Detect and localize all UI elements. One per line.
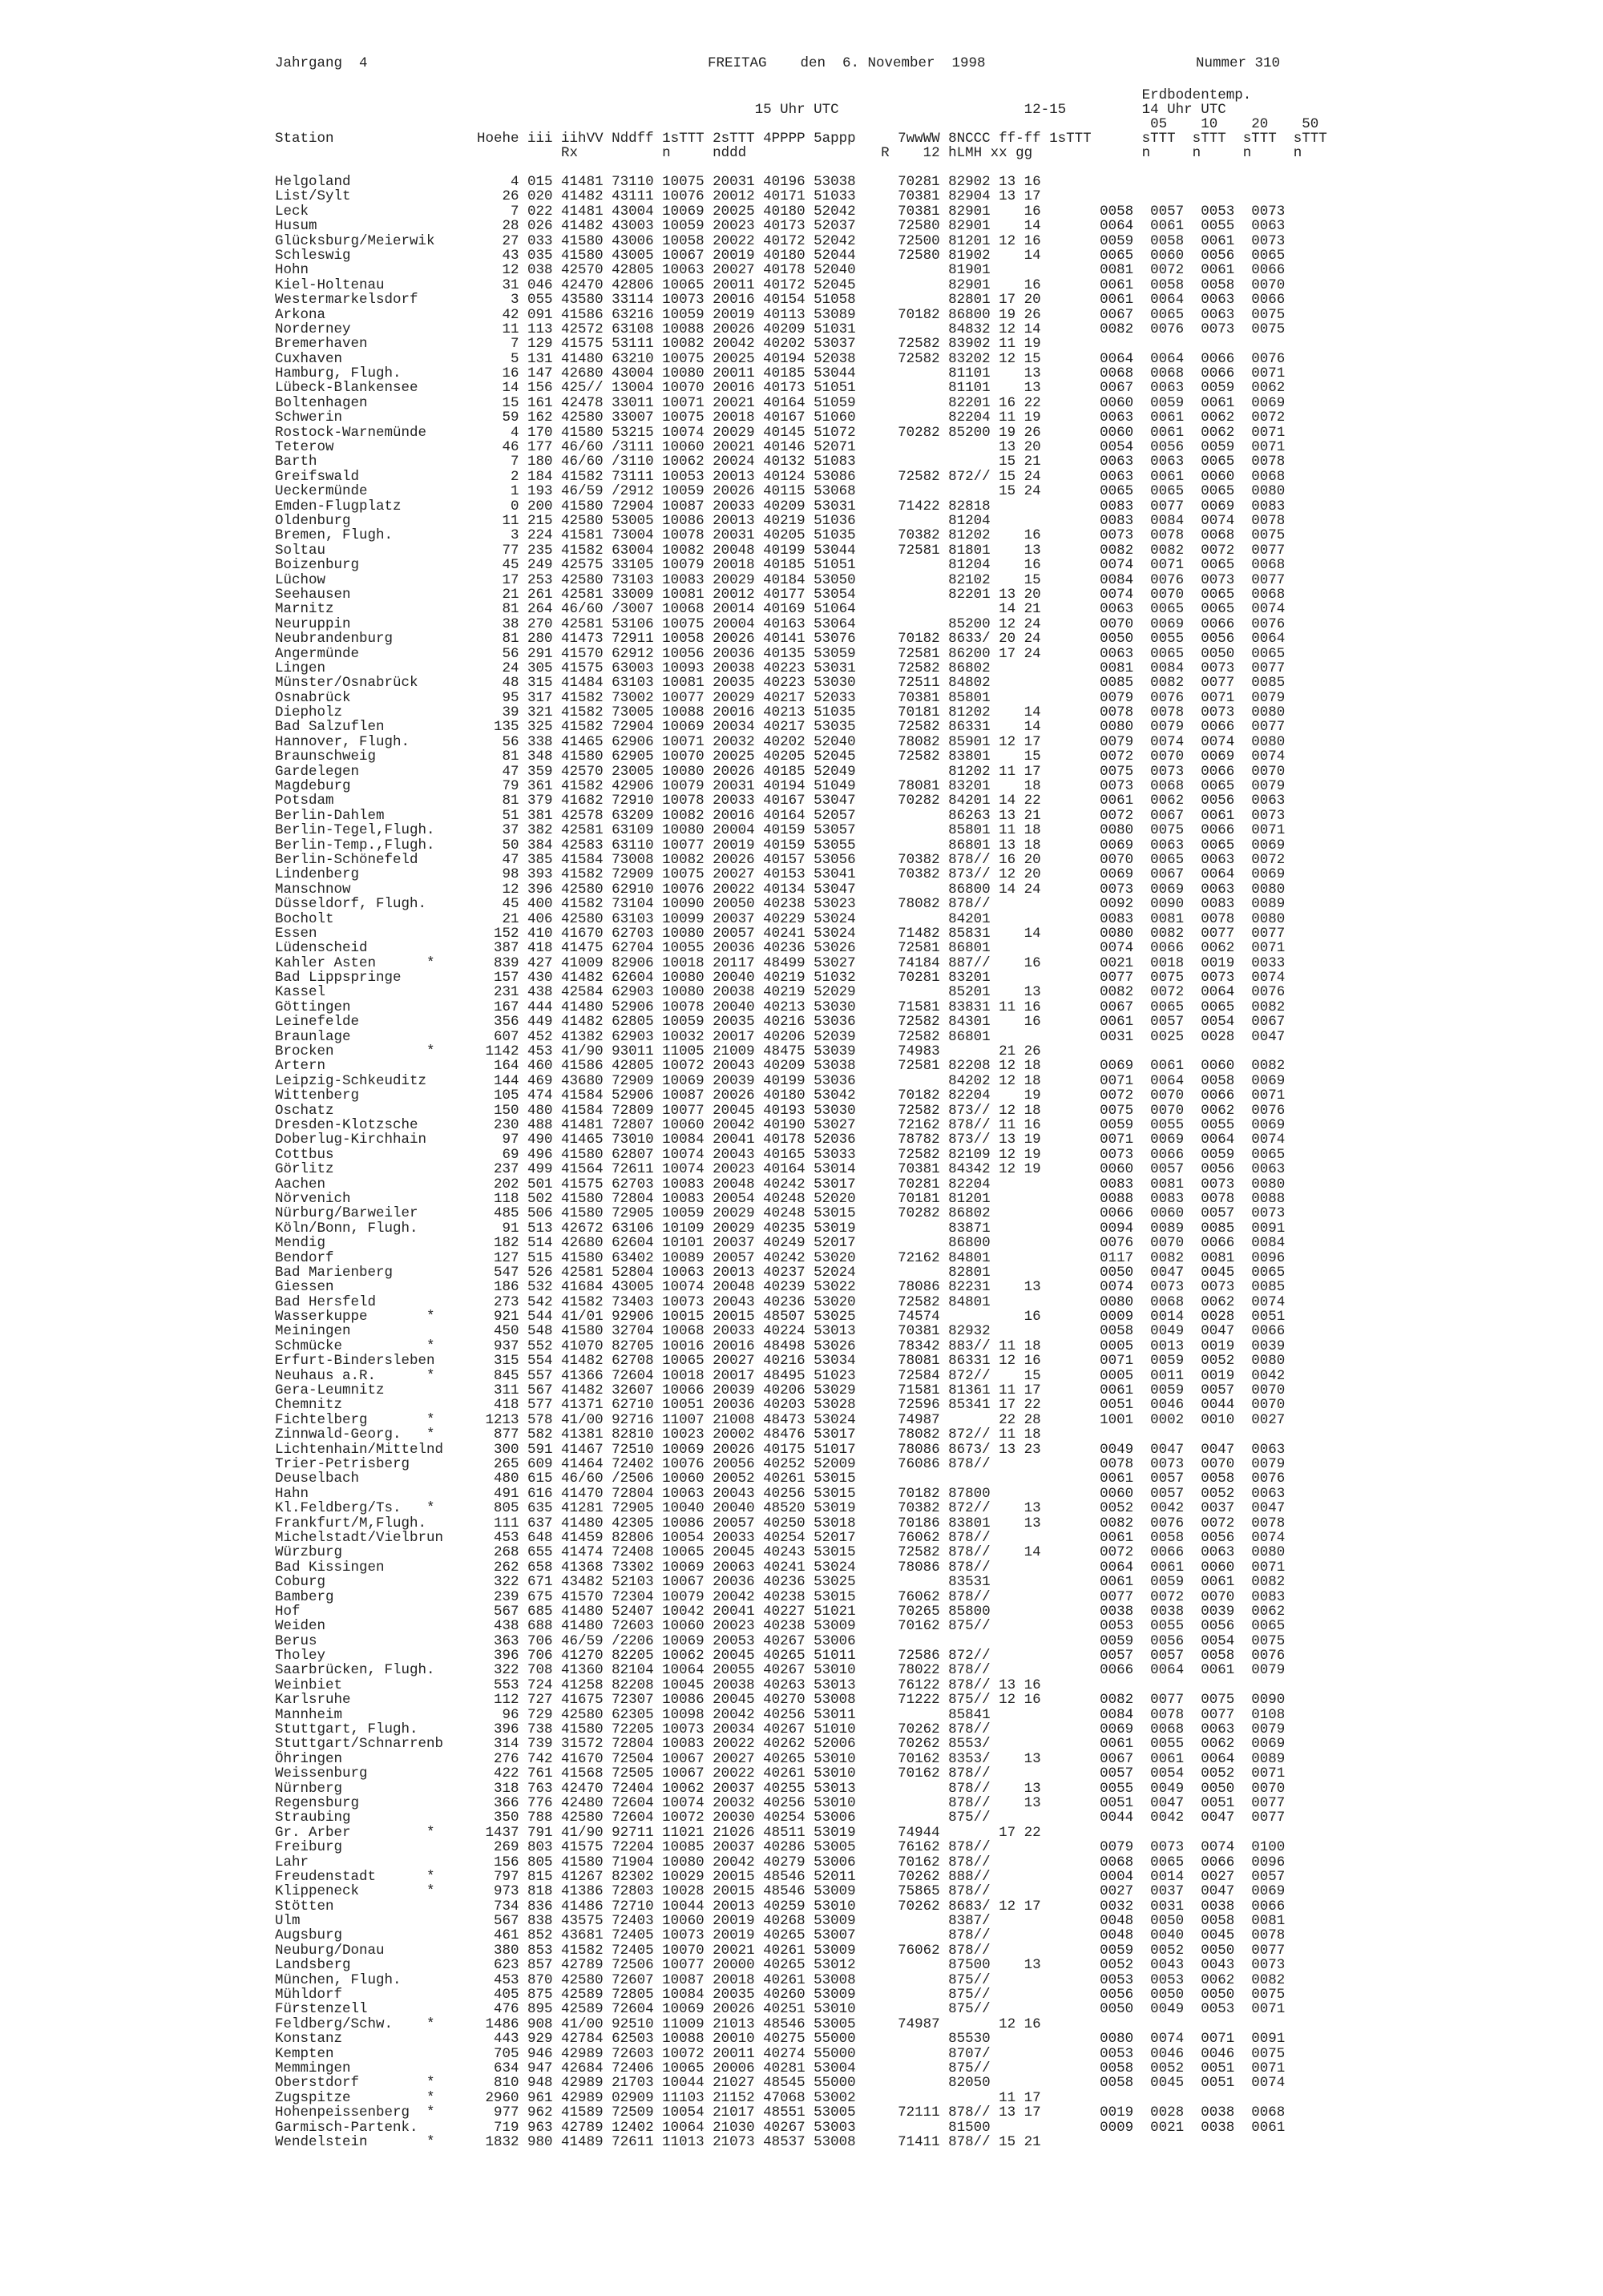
table-row: Essen 152 410 41670 62703 10080 20057 40241 53024 71482 85831 14 0080 0082 0077 0077	[275, 925, 1286, 942]
table-row: Nürburg/Barweiler 485 506 41580 72905 10059 20029 40248 53015 70282 86802 0066 0060 0057 0073	[275, 1205, 1286, 1222]
table-row: Coburg 322 671 43482 52103 10067 20036 40236 53025 83531 0061 0059 0061 0082	[275, 1574, 1286, 1591]
header-day-date: FREITAG den 6. November 1998	[708, 55, 986, 71]
table-row: Nürnberg 318 763 42470 72404 10062 20037 40255 53013 878// 13 0055 0049 0050 0070	[275, 1780, 1286, 1797]
table-row: Artern 164 460 41586 42805 10072 20043 40209 53038 72581 82208 12 18 0069 0061 0060 0082	[275, 1058, 1286, 1075]
table-row: List/Sylt 26 020 41482 43111 10076 20012 40171 51033 70381 82904 13 17	[275, 188, 1041, 205]
table-row: Stuttgart/Schnarrenb 314 739 31572 72804 10083 20022 40262 52006 70262 8553/ 0061 0055 0062 0069	[275, 1736, 1286, 1753]
table-row: Gardelegen 47 359 42570 23005 10080 20026 40185 52049 81202 11 17 0075 0073 0066 0070	[275, 763, 1286, 780]
table-row: Chemnitz 418 577 41371 62710 10051 20036 40203 53028 72596 85341 17 22 0051 0046 0044 0070	[275, 1397, 1286, 1414]
table-row: Augsburg 461 852 43681 72405 10073 20019 40265 53007 878// 0048 0040 0045 0078	[275, 1927, 1286, 1944]
table-row: Bad Hersfeld 273 542 41582 73403 10073 20043 40236 53020 72582 84801 0080 0068 0062 0074	[275, 1293, 1286, 1310]
table-row: Boltenhagen 15 161 42478 33011 10071 20021 40164 51059 82201 16 22 0060 0059 0061 0069	[275, 394, 1286, 411]
table-row: Soltau 77 235 41582 63004 10082 20048 40199 53044 72581 81801 13 0082 0082 0072 0077	[275, 542, 1286, 559]
table-row: Wendelstein * 1832 980 41489 72611 11013 21073 48537 53008 71411 878// 15 21	[275, 2133, 1041, 2150]
table-row: Wittenberg 105 474 41584 52906 10087 20026 40180 53042 70182 82204 19 0072 0070 0066 0071	[275, 1087, 1286, 1104]
table-row: Schwerin 59 162 42580 33007 10075 20018 40167 51060 82204 11 19 0063 0061 0062 0072	[275, 410, 1286, 426]
table-row: Hof 567 685 41480 52407 10042 20041 40227 51021 70265 85800 0038 0038 0039 0062	[275, 1603, 1286, 1620]
table-row: Saarbrücken, Flugh. 322 708 41360 82104 10064 20055 40267 53010 78022 878// 0066 0064 0061 0079	[275, 1662, 1286, 1679]
table-row: Lahr 156 805 41580 71904 10080 20042 40279 53006 70162 878// 0068 0065 0066 0096	[275, 1854, 1286, 1870]
table-row: Karlsruhe 112 727 41675 72307 10086 20045 40270 53008 71222 875// 12 16 0082 0077 0075 0090	[275, 1692, 1286, 1709]
table-row: Berlin-Dahlem 51 381 42578 63209 10082 20016 40164 52057 86263 13 21 0072 0067 0061 0073	[275, 807, 1286, 824]
table-row: Potsdam 81 379 41682 72910 10078 20033 40167 53047 70282 84201 14 22 0061 0062 0056 0063	[275, 793, 1286, 809]
column-header-line: Station Hoehe iii iihVV Nddff 1sTTT 2sTTT 4PPPP 5appp 7wwWW 8NCCC ff-ff 1sTTT sTTT sTTT sTTT sTTT	[275, 131, 1327, 147]
table-row: Göttingen 167 444 41480 52906 10078 20040 40213 53030 71581 83831 11 16 0067 0065 0065 0082	[275, 999, 1286, 1015]
table-row: Neuburg/Donau 380 853 41582 72405 10070 20021 40261 53009 76062 878// 0059 0052 0050 0077	[275, 1942, 1286, 1959]
table-row: Berlin-Schönefeld 47 385 41584 73008 10082 20026 40157 53056 70382 878// 16 20 0070 0065 0063 0072	[275, 851, 1286, 868]
table-row: Schleswig 43 035 41580 43005 10067 20019 40180 52044 72580 81902 14 0065 0060 0056 0065	[275, 247, 1286, 264]
table-row: Dresden-Klotzsche 230 488 41481 72807 10060 20042 40190 53027 72162 878// 11 16 0059 0055 0055 0069	[275, 1117, 1286, 1133]
table-row: Gera-Leumnitz 311 567 41482 32607 10066 20039 40206 53029 71581 81361 11 17 0061 0059 0057 0070	[275, 1382, 1286, 1399]
table-row: Memmingen 634 947 42684 72406 10065 20006 40281 53004 875// 0058 0052 0051 0071	[275, 2060, 1286, 2076]
column-header-line: 05 10 20 50	[275, 116, 1319, 132]
table-row: Mendig 182 514 42680 62604 10101 20037 40249 52017 86800 0076 0070 0066 0084	[275, 1235, 1286, 1252]
table-row: Seehausen 21 261 42581 33009 10081 20012 40177 53054 82201 13 20 0074 0070 0065 0068	[275, 586, 1286, 603]
table-row: Braunschweig 81 348 41580 62905 10070 20025 40205 52045 72582 83801 15 0072 0070 0069 0074	[275, 749, 1286, 765]
table-row: Bad Marienberg 547 526 42581 52804 10063 20013 40237 52024 82801 0050 0047 0045 0065	[275, 1264, 1286, 1281]
table-row: Braunlage 607 452 41382 62903 10032 20017 40206 52039 72582 86801 0031 0025 0028 0047	[275, 1028, 1286, 1045]
table-row: Stuttgart, Flugh. 396 738 41580 72205 10073 20034 40267 51010 70262 878// 0069 0068 0063 0079	[275, 1721, 1286, 1738]
table-row: Husum 28 026 41482 43003 10059 20023 40173 52037 72580 82901 14 0064 0061 0055 0063	[275, 218, 1286, 235]
table-row: Glücksburg/Meierwik 27 033 41580 43006 10058 20022 40172 52042 72500 81201 12 16 0059 0058 0061 0073	[275, 232, 1286, 249]
table-row: Leipzig-Schkeuditz 144 469 43680 72909 10069 20039 40199 53036 84202 12 18 0071 0064 0058 0069	[275, 1072, 1286, 1089]
table-row: Öhringen 276 742 41670 72504 10067 20027 40265 53010 70162 8353/ 13 0067 0061 0064 0089	[275, 1750, 1286, 1767]
table-row: Bad Lippspringe 157 430 41482 62604 10080 20040 40219 51032 70281 83201 0077 0075 0073 0074	[275, 970, 1286, 987]
table-row: Brocken * 1142 453 41/90 93011 11005 21009 48475 53039 74983 21 26	[275, 1043, 1041, 1060]
table-row: Gr. Arber * 1437 791 41/90 92711 11021 21026 48511 53019 74944 17 22	[275, 1824, 1041, 1841]
table-row: Landsberg 623 857 42789 72506 10077 20000 40265 53012 87500 13 0052 0043 0043 0073	[275, 1957, 1286, 1974]
table-row: Hohn 12 038 42570 42805 10063 20027 40178 52040 81901 0081 0072 0061 0066	[275, 262, 1286, 279]
table-row: Konstanz 443 929 42784 62503 10088 20010 40275 55000 85530 0080 0074 0071 0091	[275, 2031, 1286, 2048]
table-row: Magdeburg 79 361 41582 42906 10079 20031 40194 51049 78081 83201 18 0073 0068 0065 0079	[275, 778, 1286, 795]
table-row: Teterow 46 177 46/60 /3111 10060 20021 40146 52071 13 20 0054 0056 0059 0071	[275, 439, 1286, 456]
table-row: Westermarkelsdorf 3 055 43580 33114 10073 20016 40154 51058 82801 17 20 0061 0064 0063 0066	[275, 292, 1286, 309]
table-row: Lindenberg 98 393 41582 72909 10075 20027 40153 53041 70382 873// 12 20 0069 0067 0064 0069	[275, 866, 1286, 883]
table-row: Kassel 231 438 42584 62903 10080 20038 40219 52029 85201 13 0082 0072 0064 0076	[275, 984, 1286, 1001]
table-row: Berlin-Temp.,Flugh. 50 384 42583 63110 10077 20019 40159 53055 86801 13 18 0069 0063 0065 0069	[275, 837, 1286, 853]
table-row: Rostock-Warnemünde 4 170 41580 53215 10074 20029 40145 51072 70282 85200 19 26 0060 0061 0062 0071	[275, 424, 1286, 441]
table-row: Wasserkuppe * 921 544 41/01 92906 10015 20015 48507 53025 74574 16 0009 0014 0028 0051	[275, 1309, 1286, 1326]
table-row: Lüchow 17 253 42580 73103 10083 20029 40184 53050 82102 15 0084 0076 0073 0077	[275, 571, 1286, 588]
table-row: Emden-Flugplatz 0 200 41580 72904 10087 20033 40209 53031 71422 82818 0083 0077 0069 0083	[275, 498, 1286, 514]
table-row: Freudenstadt * 797 815 41267 82302 10029 20015 48546 52011 70262 888// 0004 0014 0027 0057	[275, 1868, 1286, 1885]
column-header-line: Erdbodentemp.	[275, 87, 1252, 103]
table-row: Mannheim 96 729 42580 62305 10098 20042 40256 53011 85841 0084 0078 0077 0108	[275, 1706, 1286, 1723]
table-row: Lichtenhain/Mittelnd 300 591 41467 72510 10069 20026 40175 51017 78086 8673/ 13 23 0049 0047 0047 0063	[275, 1441, 1286, 1458]
table-row: Oberstdorf * 810 948 42989 21703 10044 21027 48545 55000 82050 0058 0045 0051 0074	[275, 2075, 1286, 2092]
table-row: Zugspitze * 2960 961 42989 02909 11103 21152 47068 53002 11 17	[275, 2089, 1041, 2106]
table-row: Kahler Asten * 839 427 41009 82906 10018 20117 48499 53027 74184 887// 16 0021 0018 0019 0033	[275, 954, 1286, 971]
table-row: Arkona 42 091 41586 63216 10059 20019 40113 53089 70182 86800 19 26 0067 0065 0063 0075	[275, 306, 1286, 323]
table-row: Kl.Feldberg/Ts. * 805 635 41281 72905 10040 20040 48520 53019 70382 872// 13 0052 0042 0037 0047	[275, 1500, 1286, 1517]
table-row: Giessen 186 532 41684 43005 10074 20048 40239 53022 78086 82231 13 0074 0073 0073 0085	[275, 1279, 1286, 1296]
table-row: Weinbiet 553 724 41258 82208 10045 20038 40263 53013 76122 878// 13 16	[275, 1677, 1041, 1693]
table-row: Angermünde 56 291 41570 62912 10056 20036 40135 53059 72581 86200 17 24 0063 0065 0050 0065	[275, 645, 1286, 662]
table-row: Ueckermünde 1 193 46/59 /2912 10059 20026 40115 53068 15 24 0065 0065 0065 0080	[275, 483, 1286, 500]
table-row: Berus 363 706 46/59 /2206 10069 20053 40267 53006 0059 0056 0054 0075	[275, 1632, 1286, 1649]
table-row: Hannover, Flugh. 56 338 41465 62906 10071 20032 40202 52040 78082 85901 12 17 0079 0074 0074 0080	[275, 733, 1286, 750]
table-row: Bendorf 127 515 41580 63402 10089 20057 40242 53020 72162 84801 0117 0082 0081 0096	[275, 1249, 1286, 1266]
table-row: Nörvenich 118 502 41580 72804 10083 20054 40248 52020 70181 81201 0088 0083 0078 0088	[275, 1190, 1286, 1207]
table-row: Zinnwald-Georg. * 877 582 41381 82810 10023 20002 48476 53017 78082 872// 11 18	[275, 1426, 1041, 1443]
table-row: Lingen 24 305 41575 63003 10093 20038 40223 53031 72582 86802 0081 0084 0073 0077	[275, 660, 1286, 676]
table-row: Hohenpeissenberg * 977 962 41589 72509 10054 21017 48551 53005 72111 878// 13 17 0019 0028 0038 0068	[275, 2104, 1286, 2121]
table-row: Düsseldorf, Flugh. 45 400 41582 73104 10090 20050 40238 53023 78082 878// 0092 0090 0083 0089	[275, 896, 1286, 913]
table-row: Feldberg/Schw. * 1486 908 41/00 92510 11009 21013 48546 53005 74987 12 16	[275, 2016, 1041, 2032]
column-header-line: 15 Uhr UTC 12-15 14 Uhr UTC	[275, 102, 1226, 118]
table-row: Hamburg, Flugh. 16 147 42680 43004 10080 20011 40185 53044 81101 13 0068 0068 0066 0071	[275, 365, 1286, 382]
table-row: Oldenburg 11 215 42580 53005 10086 20013 40219 51036 81204 0083 0084 0074 0078	[275, 512, 1286, 529]
table-row: Tholey 396 706 41270 82205 10062 20045 40265 51011 72586 872// 0057 0057 0058 0076	[275, 1648, 1286, 1664]
table-row: Bamberg 239 675 41570 72304 10079 20042 40238 53015 76062 878// 0077 0072 0070 0083	[275, 1588, 1286, 1605]
table-row: Köln/Bonn, Flugh. 91 513 42672 63106 10109 20029 40235 53019 83871 0094 0089 0085 0091	[275, 1220, 1286, 1237]
table-row: Cottbus 69 496 41580 62807 10074 20043 40165 53033 72582 82109 12 19 0073 0066 0059 0065	[275, 1146, 1286, 1163]
table-row: Neuhaus a.R. * 845 557 41366 72604 10018 20017 48495 51023 72584 872// 15 0005 0011 0019 0042	[275, 1367, 1286, 1384]
table-row: Erfurt-Bindersleben 315 554 41482 62708 10065 20027 40216 53034 78081 86331 12 16 0071 0059 0052 0080	[275, 1353, 1286, 1370]
table-row: Freiburg 269 803 41575 72204 10085 20037 40286 53005 76162 878// 0079 0073 0074 0100	[275, 1839, 1286, 1856]
table-row: Michelstadt/Vielbrun 453 648 41459 82806 10054 20033 40254 52017 76062 878// 0061 0058 0056 0074	[275, 1529, 1286, 1546]
table-row: Norderney 11 113 42572 63108 10088 20026 40209 51031 84832 12 14 0082 0076 0073 0075	[275, 321, 1286, 337]
table-row: Helgoland 4 015 41481 73110 10075 20031 40196 53038 70281 82902 13 16	[275, 174, 1041, 190]
table-row: Manschnow 12 396 42580 62910 10076 20022 40134 53047 86800 14 24 0073 0069 0063 0080	[275, 881, 1286, 898]
table-row: Greifswald 2 184 41582 73111 10053 20013 40124 53086 72582 872// 15 24 0063 0061 0060 0068	[275, 468, 1286, 485]
table-row: Regensburg 366 776 42480 72604 10074 20032 40256 53010 878// 13 0051 0047 0051 0077	[275, 1794, 1286, 1811]
table-row: München, Flugh. 453 870 42580 72607 10087 20018 40261 53008 875// 0053 0053 0062 0082	[275, 1971, 1286, 1988]
table-row: Würzburg 268 655 41474 72408 10065 20045 40243 53015 72582 878// 14 0072 0066 0063 0080	[275, 1544, 1286, 1561]
table-row: Meiningen 450 548 41580 32704 10068 20033 40224 53013 70381 82932 0058 0049 0047 0066	[275, 1323, 1286, 1340]
column-header-line: Rx n nddd R 12 hLMH xx gg n n n n	[275, 145, 1302, 161]
table-row: Klippeneck * 973 818 41386 72803 10028 20015 48546 53009 75865 878// 0027 0037 0047 0069	[275, 1883, 1286, 1900]
table-row: Straubing 350 788 42580 72604 10072 20030 40254 53006 875// 0044 0042 0047 0077	[275, 1810, 1286, 1826]
table-row: Bremerhaven 7 129 41575 53111 10082 20042 40202 53037 72582 83902 11 19	[275, 336, 1041, 353]
table-row: Neuruppin 38 270 42581 53106 10075 20004 40163 53064 85200 12 24 0070 0069 0066 0076	[275, 615, 1286, 632]
table-row: Barth 7 180 46/60 /3110 10062 20024 40132 51083 15 21 0063 0063 0065 0078	[275, 454, 1286, 470]
table-row: Kempten 705 946 42989 72603 10072 20011 40274 55000 8707/ 0053 0046 0046 0075	[275, 2045, 1286, 2062]
table-row: Weiden 438 688 41480 72603 10060 20023 40238 53009 70162 875// 0053 0055 0056 0065	[275, 1618, 1286, 1635]
table-row: Garmisch-Partenk. 719 963 42789 12402 10064 21030 40267 53003 81500 0009 0021 0038 0061	[275, 2119, 1286, 2136]
table-row: Osnabrück 95 317 41582 73002 10077 20029 40217 52033 70381 85801 0079 0076 0071 0079	[275, 689, 1286, 706]
table-row: Neubrandenburg 81 280 41473 72911 10058 20026 40141 53076 70182 8633/ 20 24 0050 0055 0056 0064	[275, 631, 1286, 648]
table-row: Leinefelde 356 449 41482 62805 10059 20035 40216 53036 72582 84301 16 0061 0057 0054 0067	[275, 1014, 1286, 1031]
table-row: Hahn 491 616 41470 72804 10063 20043 40256 53015 70182 87800 0060 0057 0052 0063	[275, 1485, 1286, 1502]
table-row: Mühldorf 405 875 42589 72805 10084 20035 40260 53009 875// 0056 0050 0050 0075	[275, 1987, 1286, 2003]
table-row: Cuxhaven 5 131 41480 63210 10075 20025 40194 52038 72582 83202 12 15 0064 0064 0066 0076	[275, 350, 1286, 367]
table-row: Aachen 202 501 41575 62703 10083 20048 40242 53017 70281 82204 0083 0081 0073 0080	[275, 1176, 1286, 1192]
table-row: Doberlug-Kirchhain 97 490 41465 73010 10084 20041 40178 52036 78782 873// 13 19 0071 0069 0064 0074	[275, 1132, 1286, 1148]
table-row: Lübeck-Blankensee 14 156 425// 13004 10070 20016 40173 51051 81101 13 0067 0063 0059 0062	[275, 380, 1286, 397]
table-row: Oschatz 150 480 41584 72809 10077 20045 40193 53030 72582 873// 12 18 0075 0070 0062 0076	[275, 1102, 1286, 1119]
table-row: Bocholt 21 406 42580 63103 10099 20037 40229 53024 84201 0083 0081 0078 0080	[275, 910, 1286, 927]
header-issue-number: Nummer 310	[1196, 55, 1281, 71]
table-row: Stötten 734 836 41486 72710 10044 20013 40259 53010 70262 8683/ 12 17 0032 0031 0038 0066	[275, 1898, 1286, 1915]
table-row: Leck 7 022 41481 43004 10069 20025 40180 52042 70381 82901 16 0058 0057 0053 0073	[275, 203, 1286, 220]
table-row: Boizenburg 45 249 42575 33105 10079 20018 40185 51051 81204 16 0074 0071 0065 0068	[275, 557, 1286, 574]
station-table	[275, 175, 1285, 2149]
table-row: Fürstenzell 476 895 42589 72604 10069 20026 40251 53010 875// 0050 0049 0053 0071	[275, 2001, 1286, 2018]
table-row: Ulm 567 838 43575 72403 10060 20019 40268 53009 8387/ 0048 0050 0058 0081	[275, 1913, 1286, 1930]
table-row: Frankfurt/M,Flugh. 111 637 41480 42305 10086 20057 40250 53018 70186 83801 13 0082 0076 0072 0078	[275, 1515, 1286, 1531]
table-row: Bad Kissingen 262 658 41368 73302 10069 20063 40241 53024 78086 878// 0064 0061 0060 0071	[275, 1559, 1286, 1576]
table-row: Schmücke * 937 552 41070 82705 10016 20016 48498 53026 78342 883// 11 18 0005 0013 0019 0039	[275, 1338, 1286, 1354]
header-jahrgang: Jahrgang 4	[275, 55, 368, 71]
table-row: Trier-Petrisberg 265 609 41464 72402 10076 20056 40252 52009 76086 878// 0078 0073 0070 0079	[275, 1455, 1286, 1472]
table-row: Weissenburg 422 761 41568 72505 10067 20022 40261 53010 70162 878// 0057 0054 0052 0071	[275, 1765, 1286, 1782]
table-row: Görlitz 237 499 41564 72611 10074 20023 40164 53014 70381 84342 12 19 0060 0057 0056 0063	[275, 1161, 1286, 1178]
table-row: Diepholz 39 321 41582 73005 10088 20016 40213 51035 70181 81202 14 0078 0078 0073 0080	[275, 704, 1286, 721]
table-row: Bremen, Flugh. 3 224 41581 73004 10078 20031 40205 51035 70382 81202 16 0073 0078 0068 0075	[275, 527, 1286, 544]
table-row: Bad Salzuflen 135 325 41582 72904 10069 20034 40217 53035 72582 86331 14 0080 0079 0066 0077	[275, 719, 1286, 736]
table-row: Münster/Osnabrück 48 315 41484 63103 10081 20035 40223 53030 72511 84802 0085 0082 0077 0085	[275, 675, 1286, 692]
table-row: Fichtelberg * 1213 578 41/00 92716 11007 21008 48473 53024 74987 22 28 1001 0002 0010 0027	[275, 1411, 1286, 1428]
table-row: Lüdenscheid 387 418 41475 62704 10055 20036 40236 53026 72581 86801 0074 0066 0062 0071	[275, 940, 1286, 957]
table-row: Deuselbach 480 615 46/60 /2506 10060 20052 40261 53015 0061 0057 0058 0076	[275, 1471, 1286, 1487]
table-row: Berlin-Tegel,Flugh. 37 382 42581 63109 10080 20004 40159 53057 85801 11 18 0080 0075 0066 0071	[275, 822, 1286, 839]
table-row: Kiel-Holtenau 31 046 42470 42806 10065 20011 40172 52045 82901 16 0061 0058 0058 0070	[275, 276, 1286, 293]
table-row: Marnitz 81 264 46/60 /3007 10068 20014 40169 51064 14 21 0063 0065 0065 0074	[275, 601, 1286, 618]
